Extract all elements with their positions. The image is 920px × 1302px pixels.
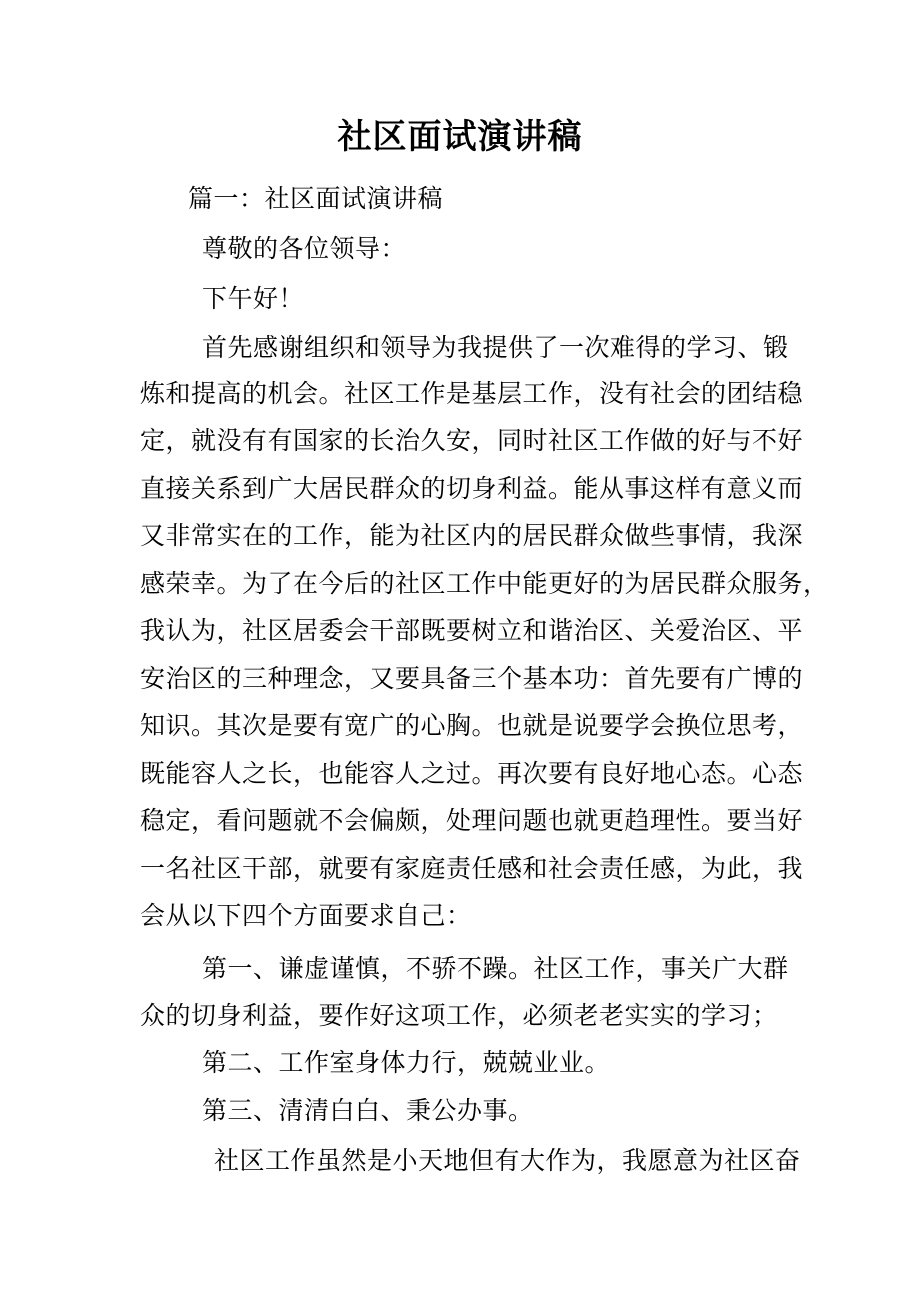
point2: 第二、工作室身体力行，兢兢业业。	[202, 1048, 611, 1077]
paragraph1-line: 稳定，看问题就不会偏颇，处理问题也就更趋理性。要当好	[140, 806, 804, 835]
document-title: 社区面试演讲稿	[337, 117, 583, 157]
point1-line: 第一、谦虚谨慎，不骄不躁。社区工作，事关广大群	[202, 954, 789, 983]
paragraph1-line: 首先感谢组织和领导为我提供了一次难得的学习、锻	[202, 333, 789, 362]
point1-line: 众的切身利益，要作好这项工作，必须老老实实的学习；	[140, 1001, 778, 1030]
paragraph1-line: 定，就没有有国家的长治久安，同时社区工作做的好与不好	[140, 426, 804, 455]
paragraph1-line: 知识。其次是要有宽广的心胸。也就是说要学会换位思考，	[140, 711, 804, 740]
paragraph1-line: 炼和提高的机会。社区工作是基层工作，没有社会的团结稳	[140, 379, 804, 408]
point3: 第三、清清白白、秉公办事。	[202, 1096, 534, 1125]
paragraph1-line: 一名社区干部，就要有家庭责任感和社会责任感，为此，我	[140, 854, 804, 883]
salutation: 尊敬的各位领导：	[202, 234, 407, 263]
greeting: 下午好！	[202, 284, 305, 313]
section-heading: 篇一：社区面试演讲稿	[188, 184, 444, 213]
paragraph1-line: 安治区的三种理念，又要具备三个基本功：首先要有广博的	[140, 664, 804, 693]
paragraph1-line: 又非常实在的工作，能为社区内的居民群众做些事情，我深	[140, 521, 804, 550]
paragraph1-line: 我认为，社区居委会干部既要树立和谐治区、关爱治区、平	[140, 616, 804, 645]
closing-line: 社区工作虽然是小天地但有大作为，我愿意为社区奋	[214, 1146, 801, 1175]
paragraph1-line: 直接关系到广大居民群众的切身利益。能从事这样有意义而	[140, 474, 804, 503]
paragraph1-line: 会从以下四个方面要求自己：	[140, 901, 472, 930]
paragraph1-line: 感荣幸。为了在今后的社区工作中能更好的为居民群众服务，	[140, 569, 829, 598]
paragraph1-line: 既能容人之长，也能容人之过。再次要有良好地心态。心态	[140, 759, 804, 788]
